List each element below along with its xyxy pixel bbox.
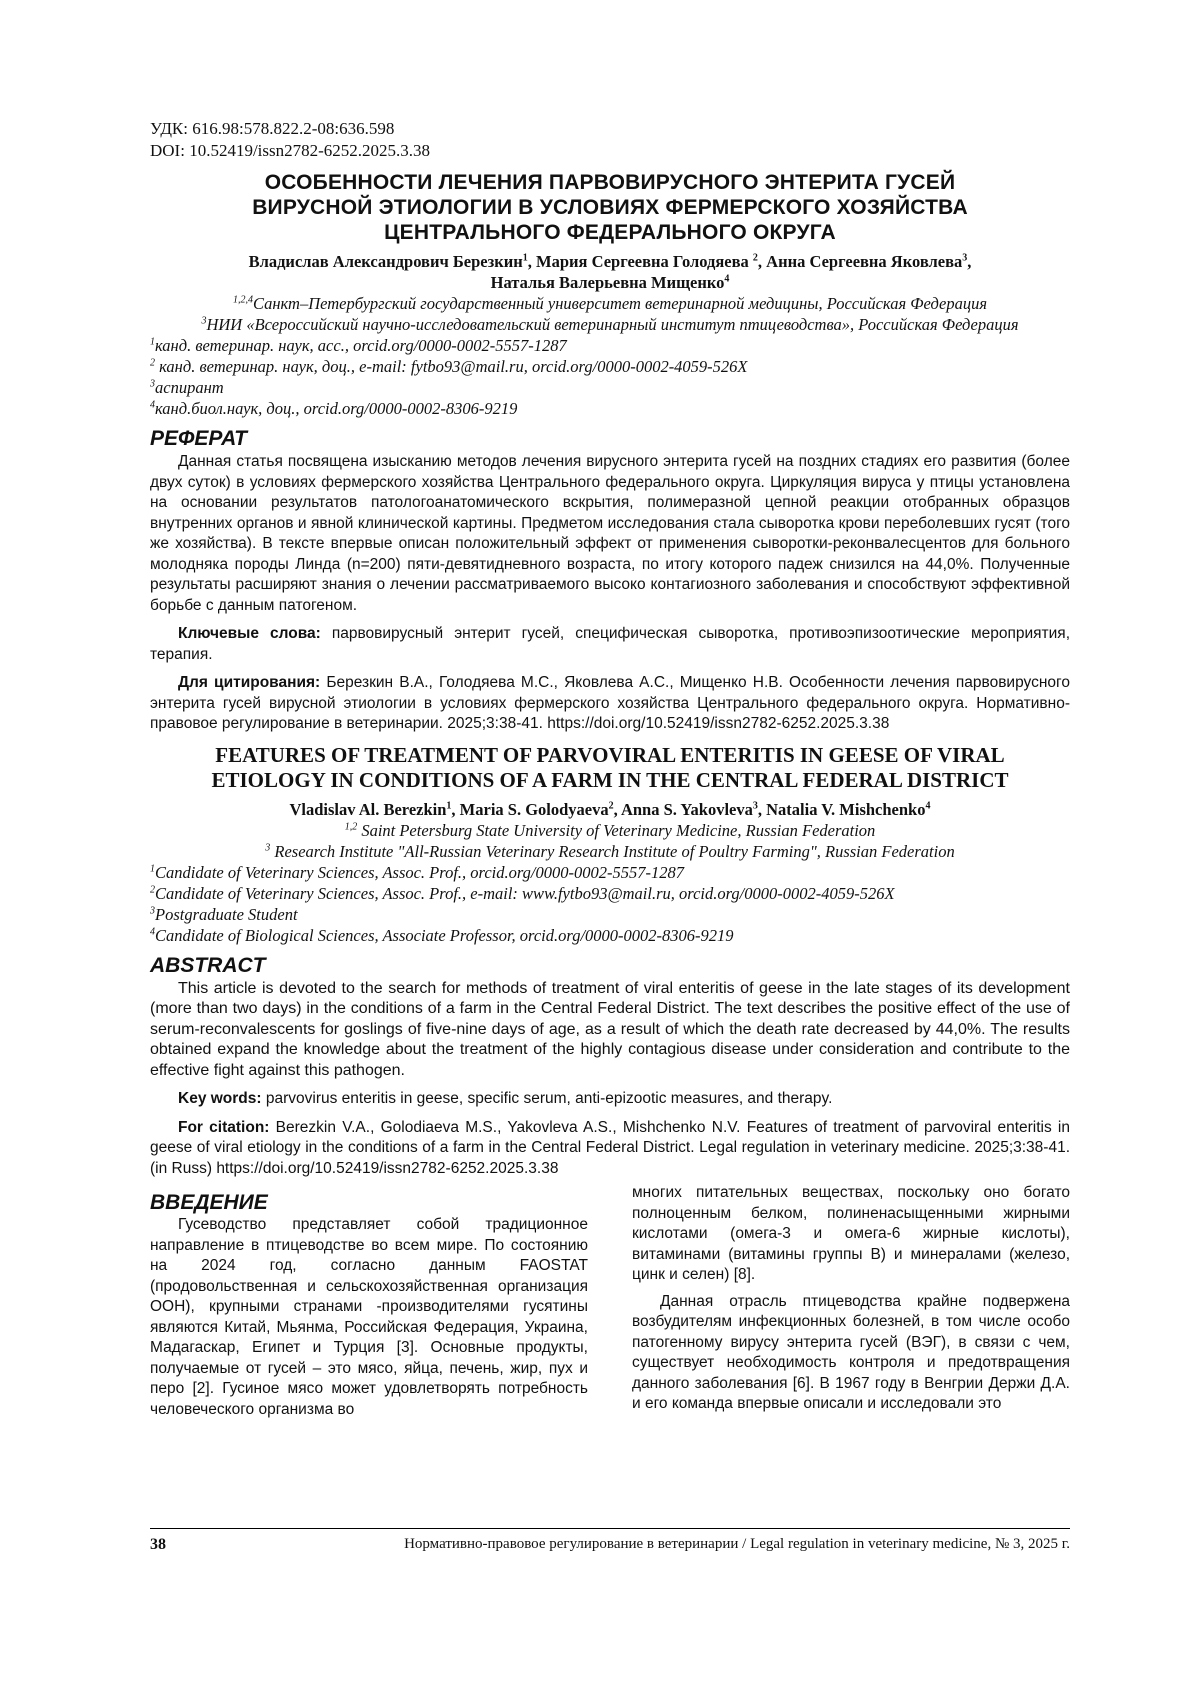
page-footer [150,1528,1070,1554]
ru-position: $^4$канд.биол.наук, доц., orcid.org/0000-0002-8306-9219 [150,399,518,418]
en-title [150,743,1070,793]
doi-line: DOI: 10.52419/issn2782-6252.2025.3.38 [150,141,431,160]
ru-citation: Для цитирования: Березкин В.А., Голодяева М.С., Яковлева А.С., Мищенко Н.В. Особенности лечения парвовирусного энтерита гусей вирусной этиологии в условиях фермерского хозяйства Центрального федерального округа. Нормативно-правовое регулирование в ветеринарии. 2025;3:38-41. https://doi.org/10.52419/issn2782-6252.2025.3.38 [150,674,1070,732]
intro-paragraph: Гусеводство представляет собой традиционное направление в птицеводстве во всем мире. По состоянию на 2024 год, согласно данным FAOSTAT (продовольственная и сельскохозяйственная организация ООН), крупными странами -производителями гусятины являются Китай, Мьянма, Российская Федерация, Украина, Мадагаскар, Египет и Турция [3]. Основные продукты, получаемые от гусей – это мясо, яйца, печень, жир, пух и перо [2]. Гусиное мясо может удовлетворять потребность человеческого организма во [150,1216,588,1418]
ru-position: $^3$аспирант [150,378,224,397]
left-column [150,1183,588,1420]
intro-heading: ВВЕДЕНИЕ [150,1191,268,1214]
article-page [150,118,1070,1420]
en-affiliation: $^{1,2}$ Saint Petersburg State University of Veterinary Medicine, Russian Federation [344,820,876,840]
ru-affiliation: $^{1,2,4}$Санкт–Петербургский государственный университет ветеринарной медицины, Российская Федерация [232,294,987,313]
en-abstract-heading: ABSTRACT [150,953,266,977]
ru-keywords: Ключевые слова: парвовирусный энтерит гусей, специфическая сыворотка, противоэпизоотические мероприятия, терапия. [150,625,1070,663]
ru-title-line: ЦЕНТРАЛЬНОГО ФЕДЕРАЛЬНОГО ОКРУГА [384,221,836,244]
ru-position: $^1$канд. ветеринар. наук, асс., orcid.org/0000-0002-5557-1287 [150,336,567,355]
ru-title-line: ВИРУСНОЙ ЭТИОЛОГИИ В УСЛОВИЯХ ФЕРМЕРСКОГО ХОЗЯЙСТВА [252,196,968,219]
en-title-line: ETIOLOGY IN CONDITIONS OF A FARM IN THE CENTRAL FEDERAL DISTRICT [211,767,1009,792]
author-name: Наталья Валерьевна Мищенко [490,273,725,292]
right-column [632,1183,1070,1420]
journal-name: Нормативно-правовое регулирование в ветеринарии / Legal regulation in veterinary medicine, № 3, 2025 г. [404,1536,1070,1552]
ru-affiliation: $^3$НИИ «Всероссийский научно-исследовательский ветеринарный институт птицеводства», Российская Федерация [201,315,1019,334]
author-name: Maria S. Golodyaeva [459,799,609,819]
author-name: Vladislav Al. Berezkin [289,799,447,819]
en-abstract-text: This article is devoted to the search for methods of treatment of viral enteritis of geese in the late stages of its development (more than two days) in the conditions of a farm in the Central Federal District. The text describes the positive effect of the use of serum-reconvalescents for goslings of five-nine days of age, as a result of which the death rate decreased by 44,0%. The results obtained expand the knowledge about the treatment of the highly contagious disease under consideration and contribute to the effective fight against this pathogen. [150,979,1070,1079]
en-position: $^2$Candidate of Veterinary Sciences, Assoc. Prof., e-mail: www.fytbo93@mail.ru, orcid.org/0000-0002-4059-526X [150,883,895,903]
intro-paragraph: многих питательных веществах, поскольку оно богато полноценным белком, полиненасыщенными жирными кислотами (омега-3 и омега-6 жирные кислоты), витаминами (витамины группы В) и минералами (железо, цинк и селен) [8]. [632,1184,1070,1283]
en-authors: Vladislav Al. Berezkin$^1$, Maria S. Golodyaeva$^2$, Anna S. Yakovleva$^3$, Natalia V. Mishchenko$^4$ [289,799,931,819]
author-name: Анна Сергеевна Яковлева [766,252,963,271]
en-affiliation: $^3$ Research Institute "All-Russian Veterinary Research Institute of Poultry Farming", Russian Federation [265,841,955,861]
page-number: 38 [150,1536,166,1553]
udk-line: УДК: 616.98:578.822.2-08:636.598 [150,119,395,138]
author-name: Anna S. Yakovleva [620,799,753,819]
ru-abstract-heading: РЕФЕРАТ [150,427,247,450]
en-citation: For citation: Berezkin V.A., Golodiaeva M.S., Yakovleva A.S., Mishchenko N.V. Features of treatment of parvoviral enteritis in geese of viral etiology in the conditions of a farm in the Central Federal District. Legal regulation in veterinary medicine. 2025;3:38-41. (in Russ) https://doi.org/10.52419/issn2782-6252.2025.3.38 [150,1118,1070,1177]
en-position: $^1$Candidate of Veterinary Sciences, Assoc. Prof., orcid.org/0000-0002-5557-1287 [150,862,684,882]
en-position: $^4$Candidate of Biological Sciences, Associate Professor, orcid.org/0000-0002-8306-9219 [150,925,734,945]
en-keywords: Key words: parvovirus enteritis in geese, specific serum, anti-epizootic measures, and therapy. [178,1090,833,1107]
en-title-line: FEATURES OF TREATMENT OF PARVOVIRAL ENTERITIS IN GEESE OF VIRAL [215,742,1005,767]
author-name: Мария Сергеевна Голодяева [536,252,749,271]
author-name: Владислав Александрович Березкин [248,252,523,271]
ru-position: $^2$ канд. ветеринар. наук, доц., e-mail: fytbo93@mail.ru, orcid.org/0000-0002-4059-526X [150,357,748,376]
ru-title [150,170,1070,245]
intro-paragraph: Данная отрасль птицеводства крайне подвержена возбудителям инфекционных болезней, в том числе особо патогенному вирусу энтерита гусей (ВЭГ), в связи с чем, существует необходимость контроля и предотвращения данного заболевания [6]. В 1967 году в Венгрии Держи Д.А. и его команда впервые описали и исследовали это [632,1292,1070,1412]
ru-authors: Владислав Александрович Березкин$^1$, Мария Сергеевна Голодяева $^2$, Анна Сергеевна Яковлева$^3$, Наталья Валерьевна Мищенко$^4$ [248,252,972,292]
ru-title-line: ОСОБЕННОСТИ ЛЕЧЕНИЯ ПАРВОВИРУСНОГО ЭНТЕРИТА ГУСЕЙ [264,171,956,194]
author-name: Natalia V. Mishchenko [766,799,926,819]
en-position: $^3$Postgraduate Student [150,904,298,924]
body-columns [150,1183,1070,1420]
ru-abstract-text: Данная статья посвящена изысканию методов лечения вирусного энтерита гусей на поздних стадиях его развития (более двух суток) в условиях фермерского хозяйства Центрального федерального округа. Циркуляция вируса у птицы установлена на основании результатов патологоанатомического вскрытия, полимеразной цепной реакции отобранных образцов внутренних органов и явной клинической картины. Предметом исследования стала сыворотка крови переболевших гусят (того же хозяйства). В тексте впервые описан положительный эффект от применения сыворотки-реконвалесцентов для больного молодняка породы Линда (n=200) пяти-девятидневного возраста, по итогу которого падеж снизился на 44,0%. Полученные результаты расширяют знания о лечении рассматриваемого высоко контагиозного заболевания и способствуют эффективной борьбе с данным патогеном. [150,453,1070,614]
